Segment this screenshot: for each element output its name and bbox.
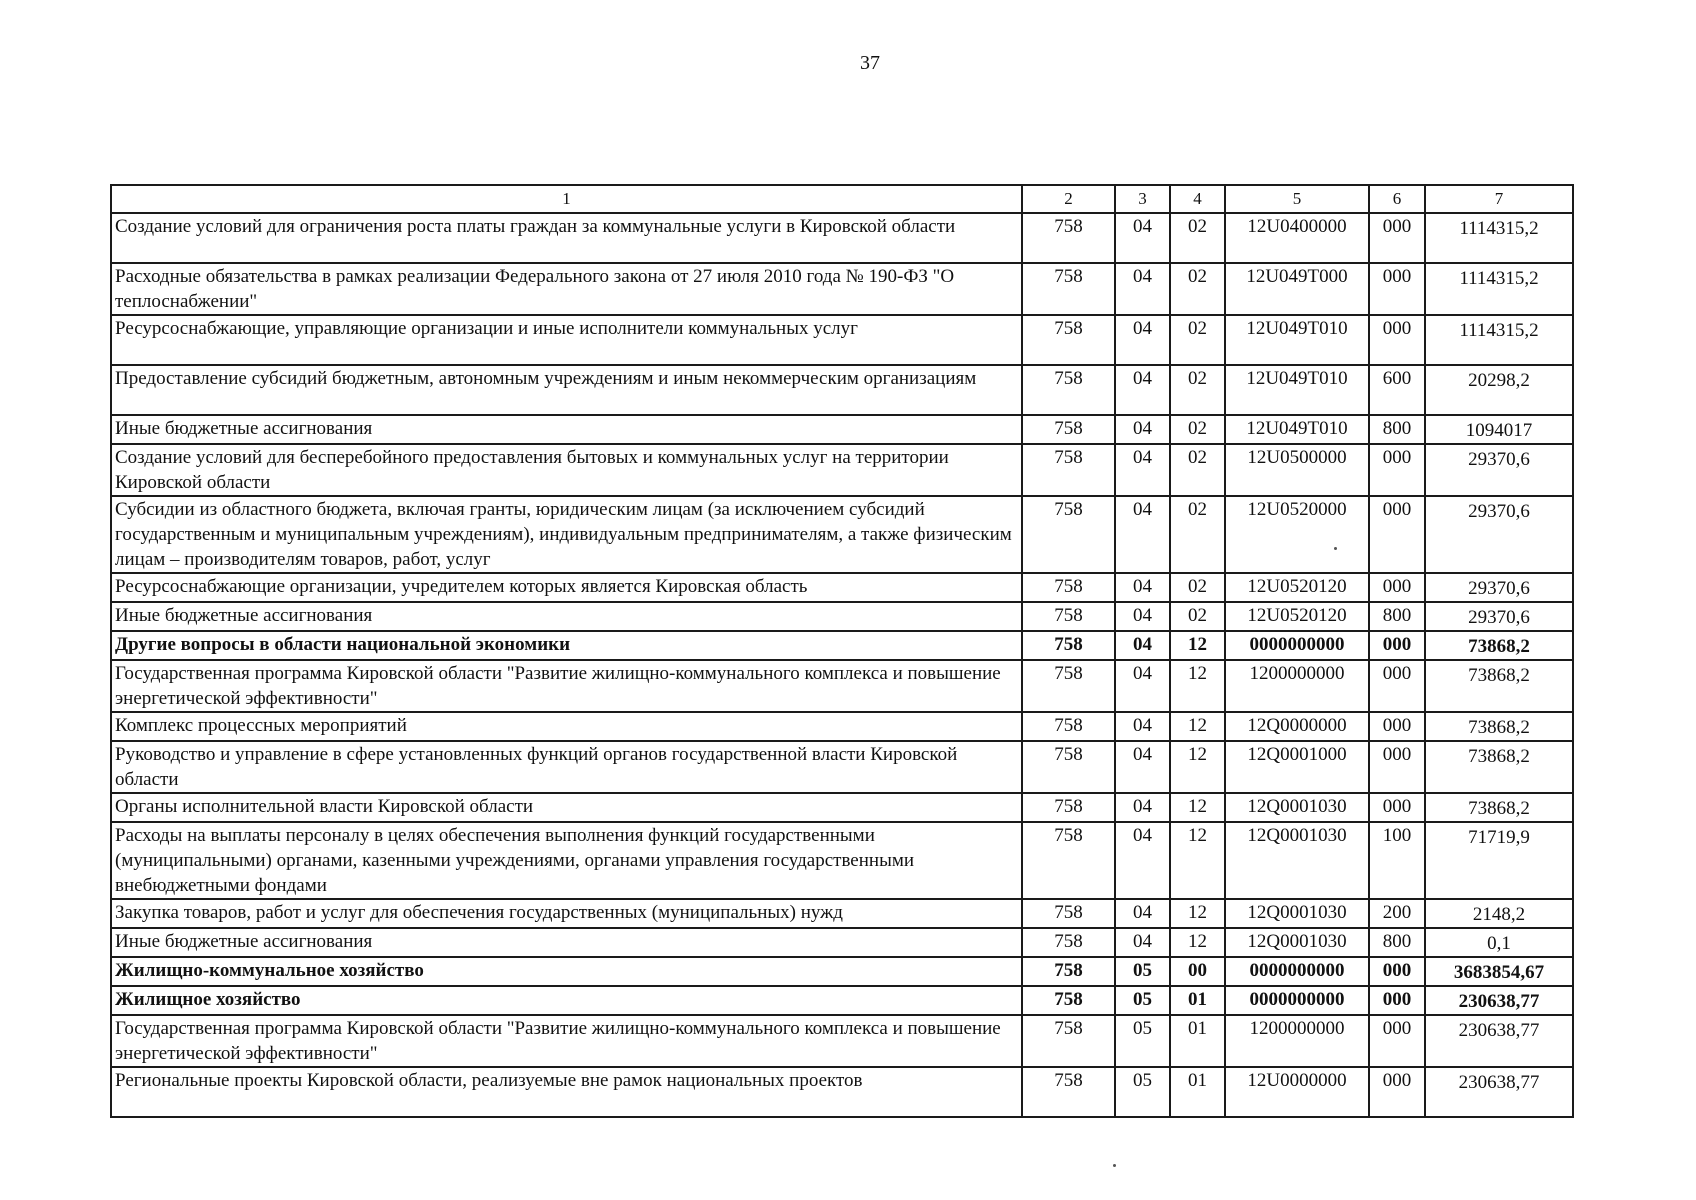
row-c7-cell: 3683854,67 — [1425, 957, 1573, 986]
row-c4-cell: 12 — [1170, 631, 1225, 660]
row-c7-cell: 2148,2 — [1425, 899, 1573, 928]
table-row — [111, 660, 1573, 712]
row-c2-cell: 758 — [1022, 1067, 1115, 1117]
row-c3-cell: 04 — [1115, 415, 1170, 444]
row-c5-cell: 12U0000000 — [1225, 1067, 1369, 1117]
row-c6-cell: 200 — [1369, 899, 1425, 928]
row-c3-cell: 04 — [1115, 822, 1170, 899]
row-c7-cell: 73868,2 — [1425, 741, 1573, 793]
row-c6-cell: 000 — [1369, 660, 1425, 712]
column-header: 4 — [1170, 185, 1225, 213]
row-name-cell: Субсидии из областного бюджета, включая гранты, юридическим лицам (за исключением субсидий государственным и муниципальным учреждениям), индивидуальным предпринимателям, а также физическим лицам – производителям товаров, работ, услуг — [111, 496, 1022, 573]
row-c7-cell: 0,1 — [1425, 928, 1573, 957]
page-number: 37 — [860, 52, 880, 74]
row-c3-cell: 04 — [1115, 365, 1170, 415]
table-row — [111, 496, 1573, 573]
row-c5-cell: 12U0500000 — [1225, 444, 1369, 496]
row-c2-cell: 758 — [1022, 444, 1115, 496]
row-c5-cell: 12U0520120 — [1225, 602, 1369, 631]
row-name-cell: Закупка товаров, работ и услуг для обеспечения государственных (муниципальных) нужд — [111, 899, 1022, 928]
row-name-cell: Иные бюджетные ассигнования — [111, 415, 1022, 444]
scan-speck — [1113, 1164, 1116, 1167]
row-c7-cell: 20298,2 — [1425, 365, 1573, 415]
budget-table — [110, 184, 1574, 1118]
row-name-cell: Создание условий для ограничения роста платы граждан за коммунальные услуги в Кировской области — [111, 213, 1022, 263]
row-c6-cell: 800 — [1369, 928, 1425, 957]
row-c5-cell: 12Q0000000 — [1225, 712, 1369, 741]
row-c2-cell: 758 — [1022, 1015, 1115, 1067]
row-c6-cell: 600 — [1369, 365, 1425, 415]
row-c4-cell: 00 — [1170, 957, 1225, 986]
table-row — [111, 602, 1573, 631]
row-c3-cell: 04 — [1115, 712, 1170, 741]
row-c6-cell: 000 — [1369, 631, 1425, 660]
row-c4-cell: 02 — [1170, 213, 1225, 263]
row-c3-cell: 05 — [1115, 1067, 1170, 1117]
table-row — [111, 712, 1573, 741]
row-c4-cell: 02 — [1170, 365, 1225, 415]
row-c2-cell: 758 — [1022, 415, 1115, 444]
row-c3-cell: 04 — [1115, 899, 1170, 928]
row-c4-cell: 12 — [1170, 741, 1225, 793]
table-row — [111, 263, 1573, 315]
row-c6-cell: 100 — [1369, 822, 1425, 899]
table-row — [111, 573, 1573, 602]
row-name-cell: Предоставление субсидий бюджетным, автономным учреждениям и иным некоммерческим организациям — [111, 365, 1022, 415]
row-c6-cell: 000 — [1369, 712, 1425, 741]
row-c2-cell: 758 — [1022, 957, 1115, 986]
row-name-cell: Создание условий для бесперебойного предоставления бытовых и коммунальных услуг на территории Кировской области — [111, 444, 1022, 496]
row-c4-cell: 02 — [1170, 315, 1225, 365]
row-name-cell: Ресурсоснабжающие, управляющие организации и иные исполнители коммунальных услуг — [111, 315, 1022, 365]
row-c3-cell: 04 — [1115, 602, 1170, 631]
row-name-cell: Региональные проекты Кировской области, реализуемые вне рамок национальных проектов — [111, 1067, 1022, 1117]
row-c3-cell: 05 — [1115, 957, 1170, 986]
row-c7-cell: 1114315,2 — [1425, 213, 1573, 263]
row-c2-cell: 758 — [1022, 986, 1115, 1015]
row-c3-cell: 04 — [1115, 928, 1170, 957]
row-c5-cell: 0000000000 — [1225, 957, 1369, 986]
row-name-cell: Иные бюджетные ассигнования — [111, 928, 1022, 957]
row-c4-cell: 12 — [1170, 793, 1225, 822]
row-c2-cell: 758 — [1022, 822, 1115, 899]
table-row — [111, 957, 1573, 986]
row-c3-cell: 04 — [1115, 573, 1170, 602]
row-c3-cell: 04 — [1115, 793, 1170, 822]
row-c7-cell: 1114315,2 — [1425, 315, 1573, 365]
row-c3-cell: 04 — [1115, 263, 1170, 315]
row-c4-cell: 02 — [1170, 602, 1225, 631]
table-row — [111, 928, 1573, 957]
row-c2-cell: 758 — [1022, 660, 1115, 712]
row-c7-cell: 73868,2 — [1425, 631, 1573, 660]
row-c2-cell: 758 — [1022, 631, 1115, 660]
row-c7-cell: 71719,9 — [1425, 822, 1573, 899]
table-row — [111, 741, 1573, 793]
row-c3-cell: 04 — [1115, 315, 1170, 365]
row-c7-cell: 73868,2 — [1425, 712, 1573, 741]
row-c4-cell: 02 — [1170, 415, 1225, 444]
row-c4-cell: 01 — [1170, 1067, 1225, 1117]
row-c6-cell: 000 — [1369, 793, 1425, 822]
row-c3-cell: 05 — [1115, 1015, 1170, 1067]
row-c6-cell: 000 — [1369, 1067, 1425, 1117]
row-c3-cell: 04 — [1115, 631, 1170, 660]
row-c5-cell: 1200000000 — [1225, 1015, 1369, 1067]
row-name-cell: Государственная программа Кировской области "Развитие жилищно-коммунального комплекса и повышение энергетической эффективности" — [111, 660, 1022, 712]
row-c2-cell: 758 — [1022, 365, 1115, 415]
row-c3-cell: 04 — [1115, 444, 1170, 496]
row-c7-cell: 73868,2 — [1425, 793, 1573, 822]
column-header: 3 — [1115, 185, 1170, 213]
row-c3-cell: 04 — [1115, 741, 1170, 793]
row-c5-cell: 12U049T010 — [1225, 315, 1369, 365]
column-header: 2 — [1022, 185, 1115, 213]
row-c5-cell: 12Q0001030 — [1225, 822, 1369, 899]
row-c2-cell: 758 — [1022, 213, 1115, 263]
row-c4-cell: 12 — [1170, 712, 1225, 741]
row-c5-cell: 12Q0001030 — [1225, 928, 1369, 957]
row-c5-cell: 12Q0001030 — [1225, 899, 1369, 928]
row-name-cell: Ресурсоснабжающие организации, учредителем которых является Кировская область — [111, 573, 1022, 602]
row-c7-cell: 1094017 — [1425, 415, 1573, 444]
row-c4-cell: 12 — [1170, 928, 1225, 957]
row-c3-cell: 04 — [1115, 660, 1170, 712]
row-c7-cell: 29370,6 — [1425, 573, 1573, 602]
table-row — [111, 631, 1573, 660]
column-header: 6 — [1369, 185, 1425, 213]
row-c7-cell: 29370,6 — [1425, 496, 1573, 573]
row-name-cell: Комплекс процессных мероприятий — [111, 712, 1022, 741]
row-c2-cell: 758 — [1022, 793, 1115, 822]
row-name-cell: Иные бюджетные ассигнования — [111, 602, 1022, 631]
row-c4-cell: 12 — [1170, 822, 1225, 899]
table-row — [111, 986, 1573, 1015]
table-row — [111, 213, 1573, 263]
row-name-cell: Расходные обязательства в рамках реализации Федерального закона от 27 июля 2010 года № 190-ФЗ "О теплоснабжении" — [111, 263, 1022, 315]
row-c4-cell: 02 — [1170, 573, 1225, 602]
row-c6-cell: 000 — [1369, 741, 1425, 793]
row-c5-cell: 1200000000 — [1225, 660, 1369, 712]
row-name-cell: Другие вопросы в области национальной экономики — [111, 631, 1022, 660]
column-header: 5 — [1225, 185, 1369, 213]
table-row — [111, 899, 1573, 928]
row-c7-cell: 29370,6 — [1425, 444, 1573, 496]
row-c5-cell: 12U049T010 — [1225, 415, 1369, 444]
row-c5-cell: 12Q0001000 — [1225, 741, 1369, 793]
row-c2-cell: 758 — [1022, 573, 1115, 602]
row-c5-cell: 12U049T010 — [1225, 365, 1369, 415]
row-c6-cell: 000 — [1369, 573, 1425, 602]
row-c5-cell: 0000000000 — [1225, 631, 1369, 660]
table-row — [111, 444, 1573, 496]
row-c5-cell: 0000000000 — [1225, 986, 1369, 1015]
row-c7-cell: 230638,77 — [1425, 1015, 1573, 1067]
row-c5-cell: 12Q0001030 — [1225, 793, 1369, 822]
row-c6-cell: 800 — [1369, 602, 1425, 631]
row-c6-cell: 800 — [1369, 415, 1425, 444]
row-c2-cell: 758 — [1022, 496, 1115, 573]
row-c5-cell: 12U0520120 — [1225, 573, 1369, 602]
row-c3-cell: 04 — [1115, 496, 1170, 573]
row-c5-cell: 12U0520000 — [1225, 496, 1369, 573]
row-name-cell: Государственная программа Кировской области "Развитие жилищно-коммунального комплекса и повышение энергетической эффективности" — [111, 1015, 1022, 1067]
table-row — [111, 822, 1573, 899]
row-c2-cell: 758 — [1022, 899, 1115, 928]
row-c3-cell: 05 — [1115, 986, 1170, 1015]
row-c6-cell: 000 — [1369, 213, 1425, 263]
row-c6-cell: 000 — [1369, 1015, 1425, 1067]
row-c4-cell: 02 — [1170, 444, 1225, 496]
table-body — [111, 213, 1573, 1117]
row-c7-cell: 230638,77 — [1425, 1067, 1573, 1117]
column-header: 1 — [111, 185, 1022, 213]
row-c2-cell: 758 — [1022, 928, 1115, 957]
row-c5-cell: 12U0400000 — [1225, 213, 1369, 263]
row-c2-cell: 758 — [1022, 741, 1115, 793]
row-c7-cell: 73868,2 — [1425, 660, 1573, 712]
row-c6-cell: 000 — [1369, 986, 1425, 1015]
table-row — [111, 415, 1573, 444]
row-c4-cell: 02 — [1170, 496, 1225, 573]
scan-speck — [1334, 547, 1337, 550]
row-c2-cell: 758 — [1022, 712, 1115, 741]
column-header: 7 — [1425, 185, 1573, 213]
row-c2-cell: 758 — [1022, 315, 1115, 365]
table-row — [111, 1067, 1573, 1117]
table-header-row — [111, 185, 1573, 213]
table-row — [111, 1015, 1573, 1067]
row-c7-cell: 1114315,2 — [1425, 263, 1573, 315]
table-row — [111, 793, 1573, 822]
row-c6-cell: 000 — [1369, 496, 1425, 573]
row-c2-cell: 758 — [1022, 263, 1115, 315]
row-c4-cell: 12 — [1170, 660, 1225, 712]
row-name-cell: Руководство и управление в сфере установленных функций органов государственной власти Кировской области — [111, 741, 1022, 793]
row-c4-cell: 01 — [1170, 1015, 1225, 1067]
row-c6-cell: 000 — [1369, 444, 1425, 496]
table-row — [111, 365, 1573, 415]
row-c4-cell: 02 — [1170, 263, 1225, 315]
row-name-cell: Жилищное хозяйство — [111, 986, 1022, 1015]
row-c6-cell: 000 — [1369, 263, 1425, 315]
table-row — [111, 315, 1573, 365]
row-name-cell: Жилищно-коммунальное хозяйство — [111, 957, 1022, 986]
row-c7-cell: 230638,77 — [1425, 986, 1573, 1015]
row-c6-cell: 000 — [1369, 957, 1425, 986]
row-c4-cell: 12 — [1170, 899, 1225, 928]
row-c5-cell: 12U049T000 — [1225, 263, 1369, 315]
row-c3-cell: 04 — [1115, 213, 1170, 263]
row-c2-cell: 758 — [1022, 602, 1115, 631]
row-c6-cell: 000 — [1369, 315, 1425, 365]
row-c4-cell: 01 — [1170, 986, 1225, 1015]
row-name-cell: Расходы на выплаты персоналу в целях обеспечения выполнения функций государственными (муниципальными) органами, казенными учреждениями, органами управления государственными внебюджетными фондами — [111, 822, 1022, 899]
row-c7-cell: 29370,6 — [1425, 602, 1573, 631]
row-name-cell: Органы исполнительной власти Кировской области — [111, 793, 1022, 822]
